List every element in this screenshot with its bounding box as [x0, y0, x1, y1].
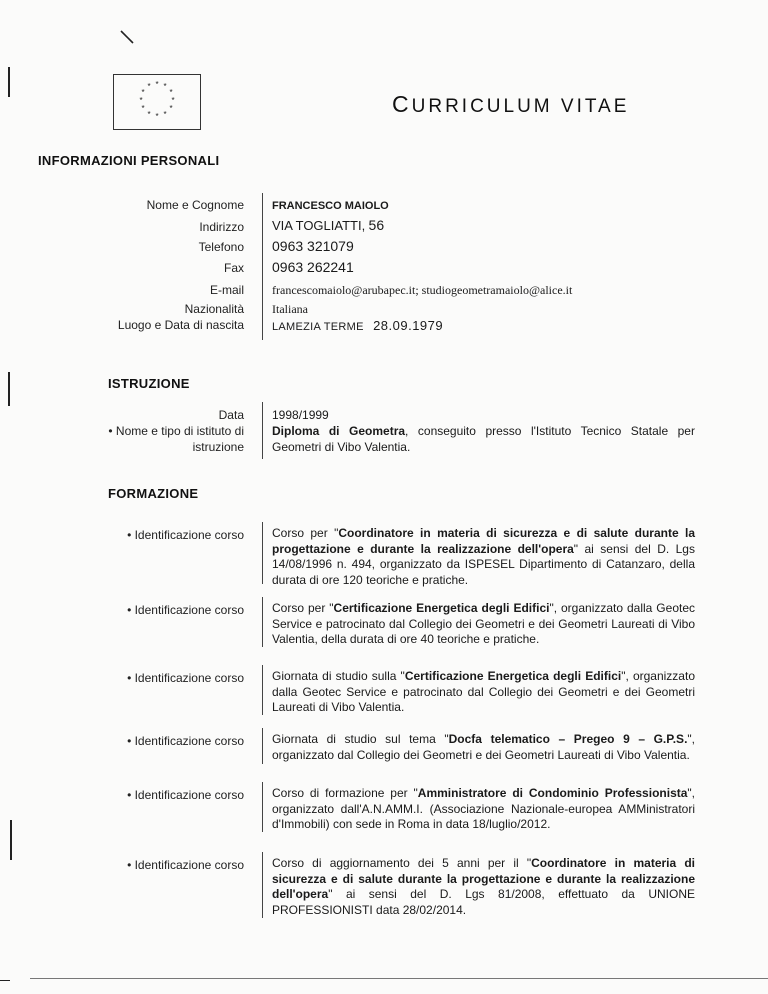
- value-edu-diploma: [272, 424, 695, 455]
- course-detail: " ai sensi del D. Lgs 14/08/1996 n. 494, organizzato da ISPESEL Dipartimento di Catanzaro, della durata di ore 120 teoriche e pratiche.: [272, 541, 695, 587]
- svg-text:*: *: [155, 80, 159, 89]
- course-description: [272, 669, 695, 716]
- label-edu-date: Data: [218, 408, 244, 422]
- address-number: 56: [368, 217, 385, 233]
- divider-personal: [262, 193, 263, 340]
- svg-text:*: *: [147, 110, 151, 119]
- label-nationality: Nazionalità: [184, 302, 244, 316]
- course-title: Docfa telematico – Pregeo 9 – G.P.S.: [448, 732, 688, 746]
- svg-text:*: *: [163, 82, 167, 91]
- value-nationality: Italiana: [272, 302, 308, 316]
- label-course: • Identificazione corso: [127, 603, 244, 617]
- scan-mark: [0, 980, 10, 981]
- label-course: • Identificazione corso: [127, 788, 244, 802]
- value-name: FRANCESCO MAIOLO: [272, 200, 389, 212]
- svg-text:*: *: [163, 110, 167, 119]
- course-description: [272, 856, 695, 918]
- value-birth: [272, 318, 443, 335]
- course-pre: Corso di formazione per ": [272, 786, 418, 800]
- divider-course: [262, 665, 263, 715]
- value-email: francescomaiolo@arubapec.it; studiogeometramaiolo@alice.it: [272, 283, 573, 297]
- section-personal: INFORMAZIONI PERSONALI: [38, 153, 220, 168]
- scan-mark: [8, 67, 10, 97]
- label-edu-institute-2: istruzione: [192, 440, 244, 454]
- eu-stars-icon: [114, 75, 200, 129]
- label-fax: Fax: [223, 261, 244, 275]
- cv-title-initial: C: [392, 91, 412, 117]
- label-course: • Identificazione corso: [127, 671, 244, 685]
- svg-text:*: *: [169, 104, 173, 113]
- label-email: E-mail: [209, 283, 244, 297]
- svg-text:*: *: [141, 88, 145, 97]
- svg-text:*: *: [139, 96, 143, 105]
- svg-text:*: *: [171, 96, 175, 105]
- course-title: Coordinatore in materia di sicurezza e di salute durante la progettazione e durante la realizzazione dell'opera: [272, 526, 696, 556]
- divider-course: [262, 522, 263, 584]
- divider-course: [262, 728, 263, 764]
- course-detail: ", organizzato dall'A.N.AMM.I. (Associazione Nazionale-europea AMMinistratori d'Immobili) con sede in Roma in data 18/luglio/2012.: [272, 786, 695, 831]
- value-fax: 0963 262241: [272, 259, 354, 275]
- svg-text:*: *: [155, 112, 159, 121]
- eu-flag-logo: [113, 74, 201, 130]
- course-description: [272, 732, 695, 763]
- course-description: [272, 526, 695, 588]
- pen-stroke: [118, 28, 138, 48]
- label-course: • Identificazione corso: [127, 858, 244, 872]
- label-edu-institute-1: • Nome e tipo di istituto di: [108, 424, 244, 438]
- svg-text:*: *: [169, 88, 173, 97]
- diploma-title: Diploma di Geometra: [272, 424, 406, 438]
- course-pre: Corso per ": [272, 601, 334, 615]
- divider-course: [262, 852, 263, 918]
- svg-text:*: *: [141, 104, 145, 113]
- svg-text:*: *: [147, 82, 151, 91]
- course-title: Certificazione Energetica degli Edifici: [333, 601, 550, 615]
- course-pre: Giornata di studio sulla ": [272, 669, 405, 683]
- course-detail: ", organizzato dal Collegio dei Geometri e dei Geometri Laureati di Vibo Valentia.: [272, 732, 695, 762]
- cv-title-rest: URRICULUM VITAE: [411, 96, 630, 117]
- value-address: [272, 218, 384, 234]
- course-pre: Corso di aggiornamento dei 5 anni per il ": [272, 856, 532, 870]
- label-phone: Telefono: [198, 240, 244, 254]
- label-course: • Identificazione corso: [127, 734, 244, 748]
- divider-course: [262, 782, 263, 832]
- birth-place: LAMEZIA TERME: [272, 321, 364, 333]
- value-phone: 0963 321079: [272, 238, 354, 254]
- diploma-detail: , conseguito presso l'Istituto Tecnico Statale per Geometri di Vibo Valentia.: [272, 424, 695, 454]
- scan-mark: [10, 820, 12, 860]
- address-street: VIA TOGLIATTI,: [272, 218, 366, 233]
- course-detail: ", organizzato dalla Geotec Service e patrocinato dal Collegio dei Geometri e dei Geometri Laureati di Vibo Valentia, della durata di ore 40 teoriche e pratiche.: [272, 601, 695, 646]
- cv-title: [392, 91, 629, 118]
- divider-education: [262, 402, 263, 459]
- birth-date: 28.09.1979: [373, 318, 444, 333]
- course-detail: " ai sensi del D. Lgs 81/2008, effettuato da UNIONE PROFESSIONISTI data 28/02/2014.: [272, 887, 695, 917]
- scan-mark: [8, 372, 10, 406]
- course-title: Amministratore di Condominio Professionista: [417, 786, 688, 800]
- divider-course: [262, 597, 263, 647]
- section-training: FORMAZIONE: [108, 486, 199, 501]
- course-description: [272, 786, 695, 833]
- course-detail: ", organizzato dalla Geotec Service e patrocinato dal Collegio dei Geometri e dei Geometri Laureati di Vibo Valentia.: [272, 669, 695, 714]
- label-address: Indirizzo: [199, 220, 244, 234]
- label-course: • Identificazione corso: [127, 528, 244, 542]
- value-edu-date: 1998/1999: [272, 408, 329, 422]
- course-title: Coordinatore in materia di sicurezza e di salute durante la progettazione e durante la realizzazione dell'opera: [272, 856, 696, 901]
- label-birth: Luogo e Data di nascita: [117, 318, 244, 332]
- course-pre: Corso per ": [272, 526, 339, 540]
- course-pre: Giornata di studio sul tema ": [272, 732, 449, 746]
- course-title: Certificazione Energetica degli Edifici: [404, 669, 622, 683]
- bottom-rule: [30, 978, 768, 979]
- label-name: Nome e Cognome: [146, 198, 244, 212]
- course-description: [272, 601, 695, 648]
- section-education: ISTRUZIONE: [108, 376, 190, 391]
